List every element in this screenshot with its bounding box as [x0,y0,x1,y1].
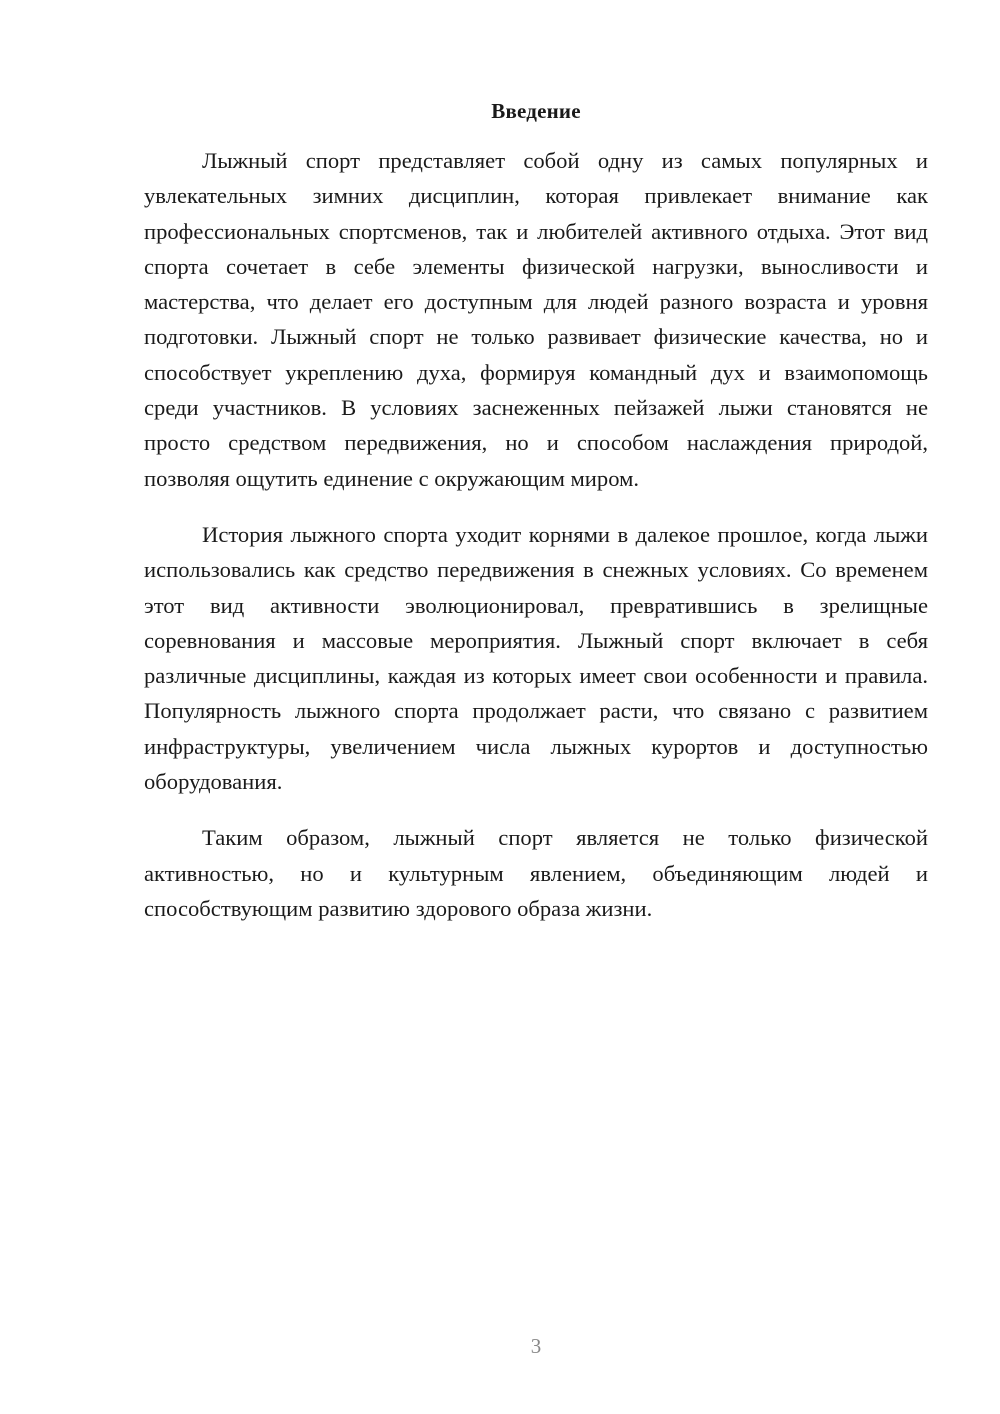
body-text [144,143,928,947]
section-heading: Введение [491,99,581,123]
page-number: 3 [530,1334,542,1358]
paragraph-2: История лыжного спорта уходит корнями в далекое прошлое, когда лыжи использовались как средство передвижения в снежных условиях. Со временем этот вид активности эволюционировал, превратившись в зрелищные соревнования и массовые мероприятия. Лыжный спорт включает в себя различные дисциплины, каждая из которых имеет свои особенности и правила. Популярность лыжного спорта продолжает расти, что связано с развитием инфраструктуры, увеличением числа лыжных курортов и доступностью оборудования. [144,521,928,795]
paragraph-3: Таким образом, лыжный спорт является не только физической активностью, но и культурным явлением, объединяющим людей и способствующим развитию здорового образа жизни. [144,825,928,921]
paragraph-1: Лыжный спорт представляет собой одну из самых популярных и увлекательных зимних дисциплин, которая привлекает внимание как профессиональных спортсменов, так и любителей активного отдыха. Этот вид спорта сочетает в себе элементы физической нагрузки, выносливости и мастерства, что делает его доступным для людей разного возраста и уровня подготовки. Лыжный спорт не только развивает физические качества, но и способствует укреплению духа, формируя командный дух и взаимопомощь среди участников. В условиях заснеженных пейзажей лыжи становятся не просто средством передвижения, но и способом наслаждения природой, позволяя ощутить единение с окружающим миром. [144,148,928,491]
